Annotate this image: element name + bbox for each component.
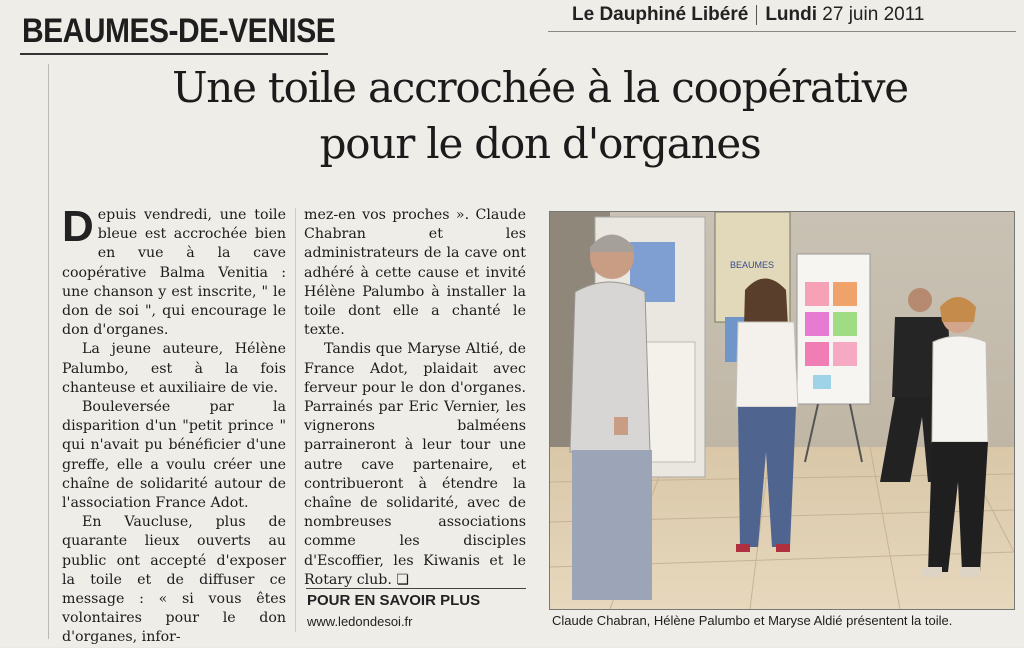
masthead-divider: [756, 5, 757, 25]
article-column-2: [304, 206, 526, 590]
more-info-url: www.ledondesoi.fr: [307, 614, 413, 629]
framed-poster-text: BEAUMES: [730, 260, 775, 270]
headline-line-1: Une toile accrochée à la coopérative: [172, 63, 908, 112]
card-green: [833, 312, 857, 336]
newspaper-name: Le Dauphiné Libéré: [572, 4, 749, 25]
card-pink-1: [805, 282, 829, 306]
card-pink-3: [833, 342, 857, 366]
more-info-rule: [306, 588, 526, 589]
more-info-title: POUR EN SAVOIR PLUS: [307, 592, 481, 609]
paragraph-2: La jeune auteure, Hélène Palumbo, est à la fois chanteuse et auxiliaire de vie.: [62, 341, 286, 396]
person-claude-chabran: [570, 235, 652, 601]
photo-caption: Claude Chabran, Hélène Palumbo et Maryse Aldié présentent la toile.: [552, 613, 953, 628]
column-divider: [295, 208, 296, 632]
masthead: [572, 4, 924, 26]
paragraph-1-text: epuis vendredi, une toile bleue est accrochée bien en vue à la cave coopérative Balma Venitia : une chanson y est inscrite, " le don de soi ", qui encourage le don d'organes.: [62, 207, 286, 339]
article-photo: [549, 211, 1015, 610]
publication-date: 27 juin 2011: [822, 4, 925, 25]
card-magenta: [805, 312, 829, 336]
paragraph-3: Bouleversée par la disparition d'un "petit prince " qui n'avait pu bénéficier d'une greffe, elle a voulu créer une chaîne de solidarité autour de l'association France Adot.: [62, 399, 286, 512]
headline: [60, 60, 1020, 172]
paragraph-4: En Vaucluse, plus de quarante lieux ouverts au public ont accepté d'exposer la toile et de diffuser ce message : « si vous êtes volontaires pour le don d'organes, infor-: [62, 514, 286, 646]
dropcap: D: [62, 202, 94, 251]
article-column-1: [62, 202, 286, 648]
paragraph-6: Tandis que Maryse Altié, de France Adot, plaidait avec ferveur pour le don d'organes. Parrainés par Eric Vernier, les vignerons balméens parraineront à leur tour une autre cave partenaire, et contribueront à étendre la chaîne de solidarité, avec de nombreuses associations comme les disciples d'Escoffier, les Kiwanis et le Rotary club. ❏: [304, 341, 526, 588]
photo-illustration: [550, 212, 1014, 609]
left-margin-rule: [48, 64, 49, 639]
paragraph-5: mez-en vos proches ». Claude Chabran et les administrateurs de la cave ont adhéré à cette cause et invité Hélène Palumbo à installer la toile dont elle a chanté le texte.: [304, 207, 526, 339]
publication-day: Lundi: [765, 4, 818, 25]
card-orange: [833, 282, 857, 306]
headline-line-2: pour le don d'organes: [319, 119, 761, 168]
section-tag: BEAUMES-DE-VENISE: [22, 12, 336, 50]
section-underline: [20, 53, 328, 55]
paragraph-1: [62, 202, 286, 340]
card-pink-2: [805, 342, 829, 366]
masthead-rule: [548, 31, 1016, 32]
card-blue: [813, 375, 831, 389]
